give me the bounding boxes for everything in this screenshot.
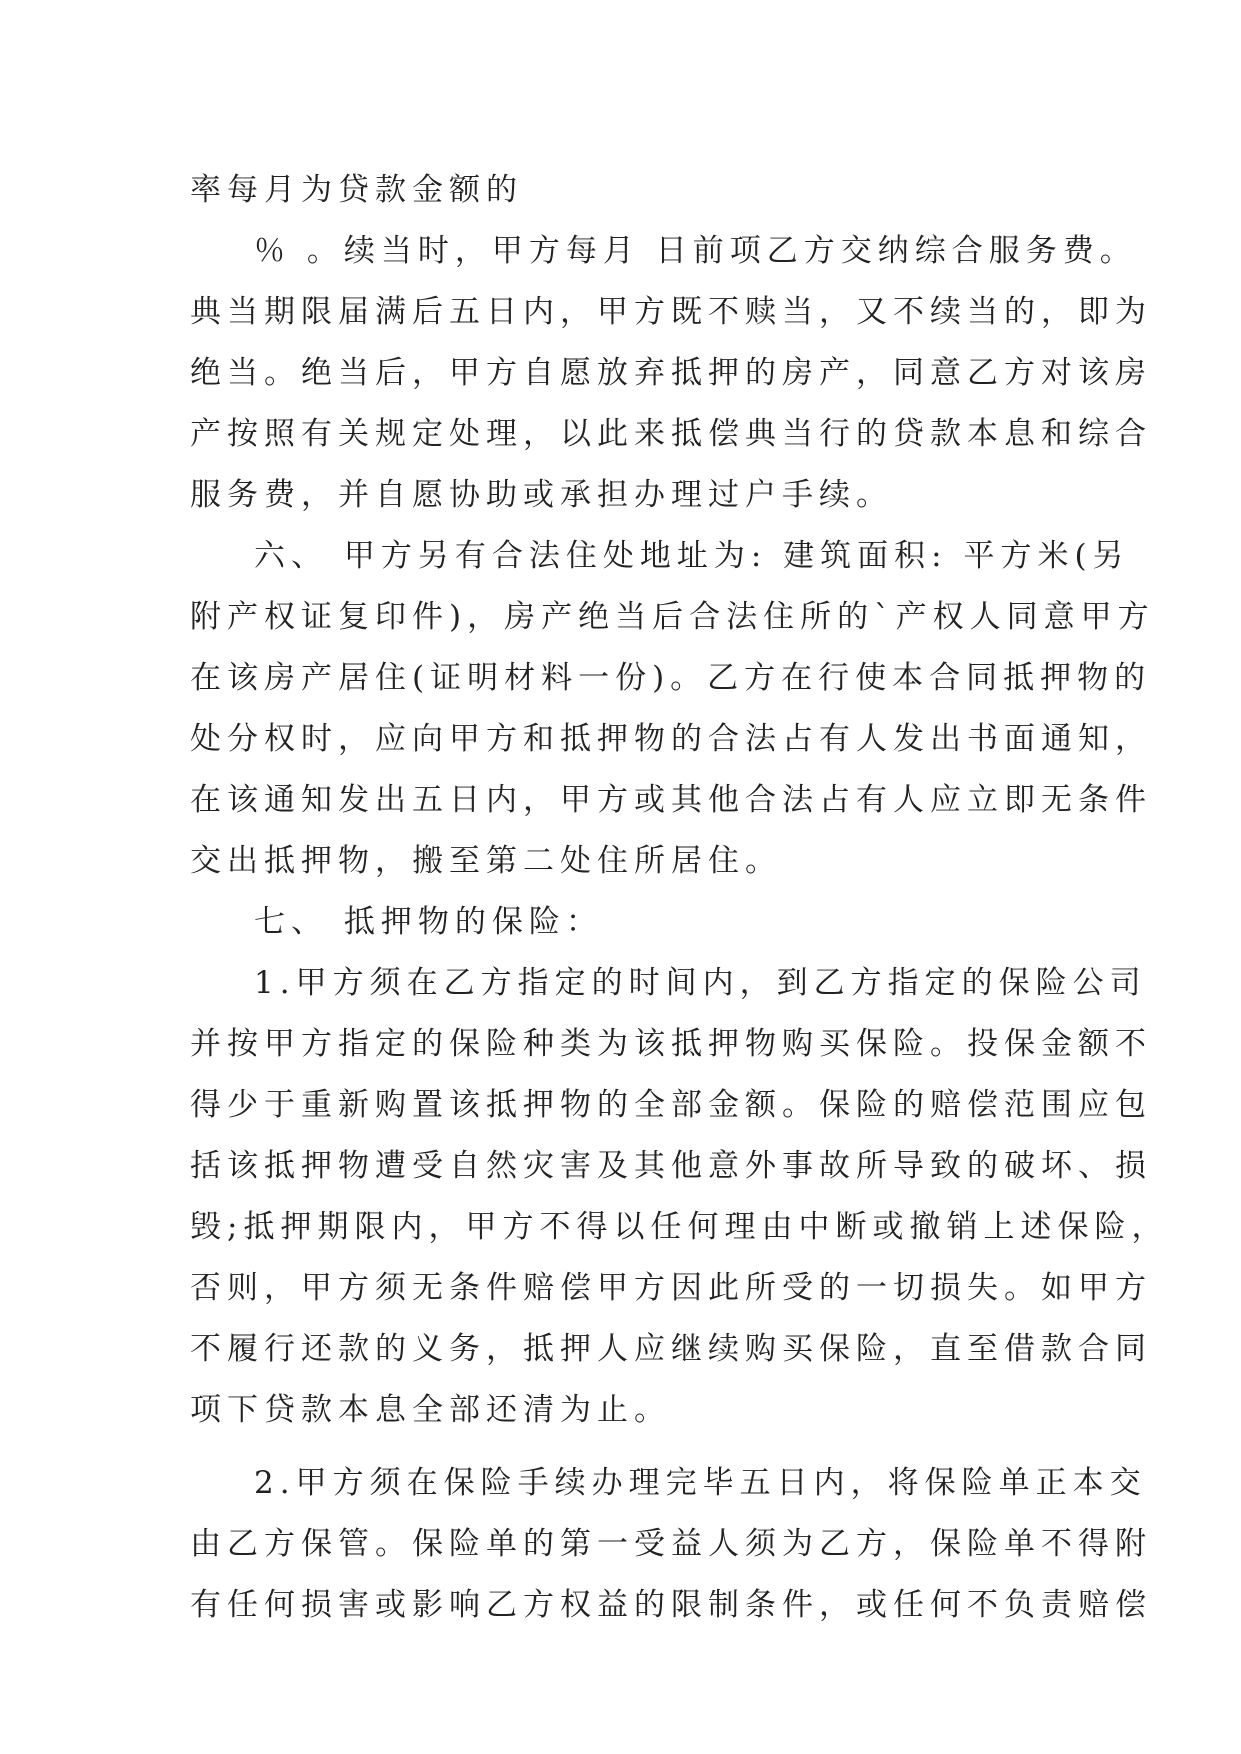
text-line: 在该房产居住(证明材料一份)。乙方在行使本合同抵押物的 <box>190 660 1152 696</box>
text-line: 有任何损害或影响乙方权益的限制条件，或任何不负责赔偿 <box>190 1587 1152 1623</box>
text-line: ％ 。续当时，甲方每月 日前项乙方交纳综合服务费。 <box>254 233 1137 269</box>
text-line: 七、 抵押物的保险： <box>254 904 603 940</box>
text-line: 在该通知发出五日内，甲方或其他合法占有人应立即无条件 <box>190 782 1152 818</box>
text-line: 交出抵押物，搬至第二处住所居住。 <box>190 843 782 879</box>
text-line: 并按甲方指定的保险种类为该抵押物购买保险。投保金额不 <box>190 1026 1152 1062</box>
text-line: 由乙方保管。保险单的第一受益人须为乙方，保险单不得附 <box>190 1526 1152 1562</box>
text-line: 不履行还款的义务，抵押人应继续购买保险，直至借款合同 <box>190 1331 1152 1367</box>
text-line: 否则，甲方须无条件赔偿甲方因此所受的一切损失。如甲方 <box>190 1270 1152 1306</box>
text-line: 毁;抵押期限内，甲方不得以任何理由中断或撤销上述保险， <box>190 1209 1169 1245</box>
text-line: 附产权证复印件)，房产绝当后合法住所的`产权人同意甲方 <box>190 599 1155 635</box>
text-line: 处分权时，应向甲方和抵押物的合法占有人发出书面通知， <box>190 721 1152 757</box>
text-line: 服务费，并自愿协助或承担办理过户手续。 <box>190 477 893 513</box>
text-line: 括该抵押物遭受自然灾害及其他意外事故所导致的破坏、损 <box>190 1148 1152 1184</box>
text-line: 产按照有关规定处理，以此来抵偿典当行的贷款本息和综合 <box>190 416 1152 452</box>
text-line: 1.甲方须在乙方指定的时间内，到乙方指定的保险公司 <box>254 965 1147 1001</box>
text-line: 2.甲方须在保险手续办理完毕五日内，将保险单正本交 <box>254 1465 1147 1501</box>
text-line: 项下贷款本息全部还清为止。 <box>190 1392 671 1428</box>
text-line: 绝当。绝当后，甲方自愿放弃抵押的房产，同意乙方对该房 <box>190 355 1152 391</box>
text-line: 六、 甲方另有合法住处地址为: 建筑面积: 平方米(另 <box>254 538 1130 574</box>
text-line: 典当期限届满后五日内，甲方既不赎当，又不续当的，即为 <box>190 294 1152 330</box>
document-body <box>190 160 1169 1636</box>
text-line: 率每月为贷款金额的 <box>190 172 523 208</box>
text-line: 得少于重新购置该抵押物的全部金额。保险的赔偿范围应包 <box>190 1087 1152 1123</box>
